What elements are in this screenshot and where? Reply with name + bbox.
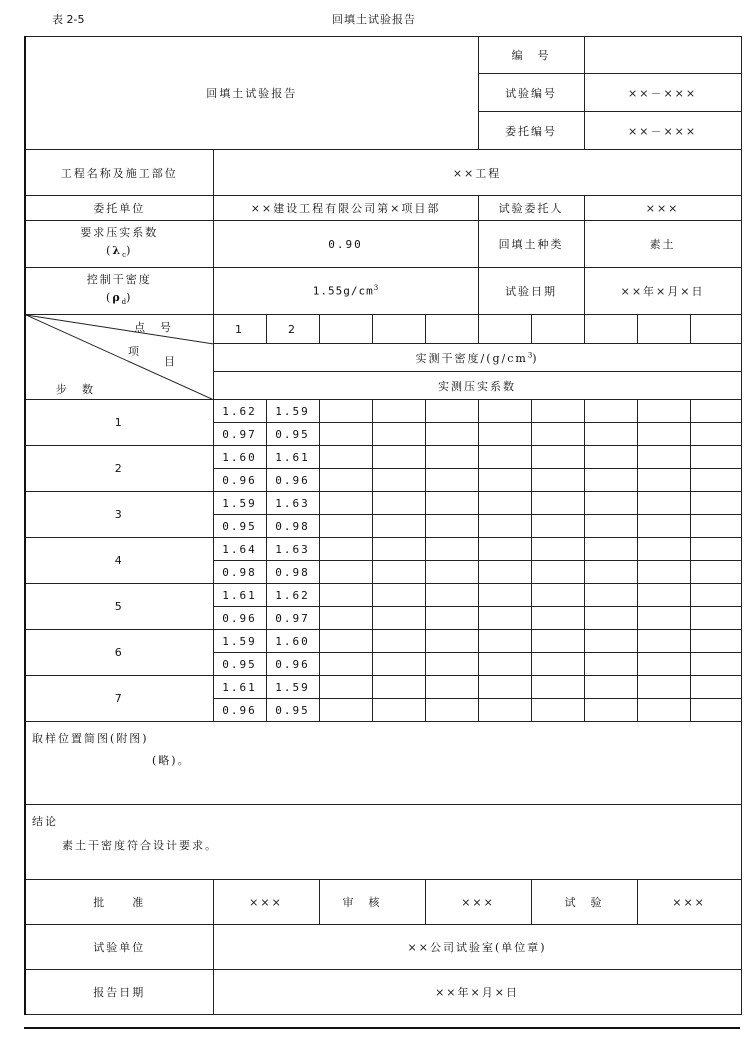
backfill-test-report-form <box>24 36 742 1015</box>
density-cell <box>690 538 741 561</box>
compaction-cell <box>531 561 584 584</box>
test-label: 试 验 <box>531 880 637 925</box>
density-cell <box>637 492 690 515</box>
compaction-requirement-label: 要求压实系数 $(\lambda_c)$ <box>25 221 213 268</box>
density-cell <box>319 676 372 699</box>
compaction-cell <box>372 469 425 492</box>
point-number <box>425 315 478 344</box>
measured-compaction-header: 实测压实系数 <box>213 372 741 400</box>
density-cell <box>584 446 637 469</box>
density-cell: 1.64 <box>213 538 266 561</box>
compaction-cell: 0.96 <box>213 469 266 492</box>
compaction-cell <box>690 699 741 722</box>
step-number: 1 <box>25 400 213 446</box>
density-cell <box>531 400 584 423</box>
item-label-2: 目 <box>164 355 177 368</box>
compaction-cell <box>690 515 741 538</box>
density-cell <box>690 446 741 469</box>
step-number: 6 <box>25 630 213 676</box>
density-cell <box>425 446 478 469</box>
compaction-cell <box>478 515 531 538</box>
bottom-border <box>24 1027 740 1029</box>
test-number-value: ××－××× <box>584 74 741 112</box>
density-cell <box>690 676 741 699</box>
density-cell: 1.63 <box>266 492 319 515</box>
point-number <box>531 315 584 344</box>
compaction-cell <box>478 423 531 446</box>
compaction-cell <box>531 515 584 538</box>
density-cell <box>690 492 741 515</box>
diagonal-lines <box>26 315 213 400</box>
density-cell: 1.59 <box>266 676 319 699</box>
compaction-cell: 0.96 <box>266 653 319 676</box>
compaction-cell <box>319 423 372 446</box>
compaction-cell <box>319 469 372 492</box>
density-cell: 1.59 <box>213 630 266 653</box>
compaction-cell <box>478 607 531 630</box>
requester-value: ××× <box>584 196 741 221</box>
density-cell <box>372 492 425 515</box>
density-cell <box>690 630 741 653</box>
density-cell <box>478 676 531 699</box>
compaction-cell <box>531 699 584 722</box>
step-label: 步 数 <box>56 383 95 396</box>
compaction-cell <box>531 423 584 446</box>
density-cell <box>584 492 637 515</box>
density-cell <box>584 400 637 423</box>
density-cell <box>425 538 478 561</box>
point-number <box>584 315 637 344</box>
compaction-cell <box>531 469 584 492</box>
step-number: 3 <box>25 492 213 538</box>
density-cell <box>690 400 741 423</box>
compaction-cell <box>584 515 637 538</box>
density-cell <box>372 584 425 607</box>
compaction-cell <box>584 423 637 446</box>
density-cell <box>425 584 478 607</box>
point-number <box>319 315 372 344</box>
control-density-text: 控制干密度 <box>86 272 152 286</box>
density-cell <box>637 584 690 607</box>
compaction-cell <box>478 561 531 584</box>
density-cell <box>478 584 531 607</box>
compaction-cell <box>425 561 478 584</box>
density-cell <box>531 492 584 515</box>
compaction-cell <box>584 653 637 676</box>
density-cell: 1.61 <box>266 446 319 469</box>
density-cell <box>319 538 372 561</box>
density-cell <box>319 492 372 515</box>
compaction-cell <box>478 469 531 492</box>
compaction-cell <box>372 653 425 676</box>
compaction-requirement-value: 0.90 <box>213 221 478 268</box>
point-number <box>637 315 690 344</box>
compaction-cell <box>584 469 637 492</box>
density-cell: 1.59 <box>213 492 266 515</box>
project-label: 工程名称及施工部位 <box>25 150 213 196</box>
compaction-cell <box>319 561 372 584</box>
density-cell <box>531 676 584 699</box>
density-cell <box>637 400 690 423</box>
compaction-cell <box>372 515 425 538</box>
compaction-cell: 0.96 <box>213 699 266 722</box>
density-cell: 1.62 <box>213 400 266 423</box>
density-cell: 1.61 <box>213 676 266 699</box>
compaction-cell <box>584 607 637 630</box>
approve-label: 批 准 <box>25 880 213 925</box>
compaction-cell: 0.98 <box>266 515 319 538</box>
report-date-label: 报告日期 <box>25 970 213 1015</box>
density-cell <box>425 630 478 653</box>
density-cell <box>584 630 637 653</box>
compaction-cell: 0.98 <box>213 561 266 584</box>
compaction-cell <box>425 469 478 492</box>
compaction-cell <box>372 607 425 630</box>
compaction-cell <box>319 699 372 722</box>
entrust-number-label: 委托编号 <box>478 112 584 150</box>
density-cell <box>478 538 531 561</box>
compaction-cell <box>425 423 478 446</box>
step-number: 7 <box>25 676 213 722</box>
lambda-subscript: c <box>122 251 127 260</box>
point-number: 2 <box>266 315 319 344</box>
compaction-requirement-text: 要求压实系数 <box>80 225 159 239</box>
compaction-cell: 0.96 <box>266 469 319 492</box>
compaction-cell: 0.96 <box>213 607 266 630</box>
compaction-cell <box>319 653 372 676</box>
compaction-cell <box>425 607 478 630</box>
rho-subscript: d <box>121 298 127 307</box>
compaction-cell <box>478 653 531 676</box>
density-cell <box>319 584 372 607</box>
compaction-cell <box>372 423 425 446</box>
point-number: 1 <box>213 315 266 344</box>
density-cell <box>531 446 584 469</box>
density-cell <box>531 538 584 561</box>
approve-value: ××× <box>213 880 319 925</box>
soil-type-value: 素土 <box>584 221 741 268</box>
density-cell <box>372 400 425 423</box>
diagonal-header-cell <box>25 315 213 400</box>
lab-value: ××公司试验室(单位章) <box>213 925 741 970</box>
compaction-cell <box>531 653 584 676</box>
compaction-cell <box>637 699 690 722</box>
density-cell: 1.61 <box>213 584 266 607</box>
density-cell <box>319 630 372 653</box>
compaction-cell <box>372 699 425 722</box>
density-cell <box>478 446 531 469</box>
point-number <box>478 315 531 344</box>
entrust-number-value: ××－××× <box>584 112 741 150</box>
compaction-cell <box>478 699 531 722</box>
conclusion-section <box>25 805 741 880</box>
compaction-cell <box>690 423 741 446</box>
lab-label: 试验单位 <box>25 925 213 970</box>
density-cell <box>690 584 741 607</box>
density-cell <box>372 446 425 469</box>
density-cell <box>584 676 637 699</box>
compaction-cell <box>690 607 741 630</box>
project-value: ××工程 <box>213 150 741 196</box>
requester-label: 试验委托人 <box>478 196 584 221</box>
compaction-cell <box>637 515 690 538</box>
table-number: 表 2-5 <box>52 13 85 26</box>
density-cell <box>478 630 531 653</box>
client-label: 委托单位 <box>25 196 213 221</box>
compaction-cell: 0.97 <box>213 423 266 446</box>
density-cell <box>425 676 478 699</box>
compaction-cell <box>690 469 741 492</box>
density-cell <box>425 400 478 423</box>
compaction-cell <box>425 653 478 676</box>
test-value: ××× <box>637 880 741 925</box>
density-cell <box>584 584 637 607</box>
density-cell: 1.62 <box>266 584 319 607</box>
compaction-cell <box>690 653 741 676</box>
density-cell <box>637 676 690 699</box>
density-cell: 1.60 <box>213 446 266 469</box>
step-number: 4 <box>25 538 213 584</box>
serial-label: 编 号 <box>478 37 584 74</box>
density-cell <box>319 400 372 423</box>
sampling-sketch-note: (略)。 <box>152 754 191 767</box>
document-header-title: 回填土试验报告 <box>332 13 416 26</box>
step-number: 5 <box>25 584 213 630</box>
compaction-cell <box>637 607 690 630</box>
measured-density-header: 实测干密度$/(g/cm^3)$ <box>213 344 741 372</box>
density-cell <box>584 538 637 561</box>
density-cell <box>319 446 372 469</box>
density-cell: 1.59 <box>266 400 319 423</box>
sampling-sketch-section <box>25 722 741 805</box>
compaction-cell <box>637 653 690 676</box>
point-number <box>372 315 425 344</box>
review-label: 审 核 <box>319 880 425 925</box>
density-cell <box>372 630 425 653</box>
compaction-cell <box>372 561 425 584</box>
density-cell: 1.60 <box>266 630 319 653</box>
compaction-cell <box>319 515 372 538</box>
compaction-cell <box>425 515 478 538</box>
test-number-label: 试验编号 <box>478 74 584 112</box>
compaction-cell <box>584 561 637 584</box>
report-date-value: ××年×月×日 <box>213 970 741 1015</box>
client-value: ××建设工程有限公司第×项目部 <box>213 196 478 221</box>
item-label: 项 <box>128 345 141 358</box>
density-cell <box>637 446 690 469</box>
soil-type-label: 回填土种类 <box>478 221 584 268</box>
control-density-label: 控制干密度 $(\rho_d)$ <box>25 268 213 315</box>
conclusion-text: 素土干密度符合设计要求。 <box>62 839 218 852</box>
conclusion-label: 结论 <box>32 815 58 828</box>
compaction-cell <box>319 607 372 630</box>
compaction-cell: 0.95 <box>213 653 266 676</box>
density-cell <box>478 492 531 515</box>
serial-value <box>584 37 741 74</box>
density-cell <box>531 630 584 653</box>
compaction-cell: 0.95 <box>213 515 266 538</box>
compaction-cell: 0.95 <box>266 699 319 722</box>
compaction-cell <box>637 423 690 446</box>
report-title: 回填土试验报告 <box>25 37 478 150</box>
step-number: 2 <box>25 446 213 492</box>
density-cell <box>372 676 425 699</box>
compaction-cell <box>637 469 690 492</box>
compaction-cell <box>690 561 741 584</box>
density-cell <box>425 492 478 515</box>
compaction-cell <box>531 607 584 630</box>
point-number <box>690 315 741 344</box>
compaction-cell <box>425 699 478 722</box>
density-cell: 1.63 <box>266 538 319 561</box>
test-date-value: ××年×月×日 <box>584 268 741 315</box>
test-date-label: 试验日期 <box>478 268 584 315</box>
rho-symbol: ρ <box>112 290 122 304</box>
density-cell <box>531 584 584 607</box>
point-label: 点 号 <box>134 321 173 334</box>
compaction-cell <box>584 699 637 722</box>
control-density-value: $1.55g/cm^3$ <box>213 268 478 315</box>
lambda-symbol: λ <box>112 243 123 257</box>
compaction-cell: 0.97 <box>266 607 319 630</box>
compaction-cell <box>637 561 690 584</box>
density-cell <box>372 538 425 561</box>
compaction-cell: 0.95 <box>266 423 319 446</box>
density-cell <box>637 630 690 653</box>
compaction-cell: 0.98 <box>266 561 319 584</box>
density-cell <box>637 538 690 561</box>
review-value: ××× <box>425 880 531 925</box>
sampling-sketch-label: 取样位置简图(附图) <box>32 732 149 745</box>
measurement-rows <box>25 400 741 722</box>
density-cell <box>478 400 531 423</box>
